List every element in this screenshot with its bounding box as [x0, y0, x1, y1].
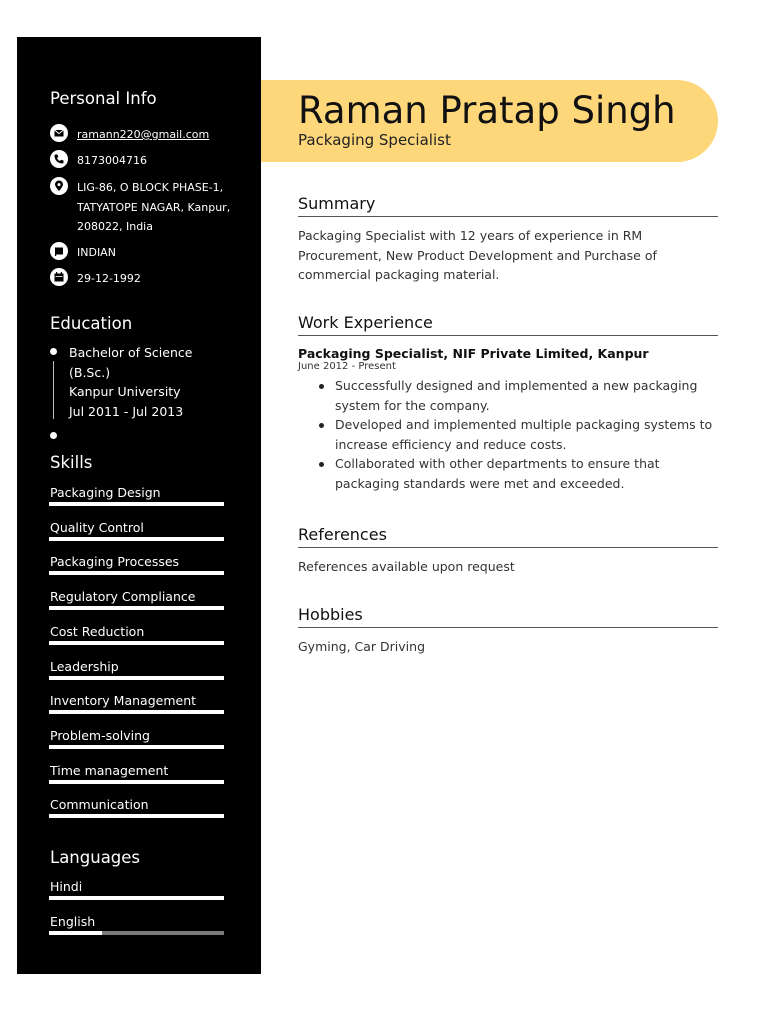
- skill-level-bar: [49, 502, 224, 506]
- summary-heading: Summary: [298, 194, 718, 217]
- location-icon: [50, 177, 68, 195]
- timeline-dot: [50, 348, 57, 355]
- edu-dates: Jul 2011 - Jul 2013: [69, 403, 184, 419]
- skill-level-bar: [49, 676, 224, 680]
- skill-item: [49, 763, 224, 785]
- job-bullets: [298, 376, 718, 493]
- references-section: [298, 525, 718, 577]
- timeline-line: [53, 361, 54, 419]
- personal-info-heading: Personal Info: [50, 89, 157, 108]
- skill-item: [49, 485, 224, 507]
- email-row: [50, 124, 250, 144]
- skill-label: Inventory Management: [50, 693, 197, 709]
- skill-level-bar: [49, 537, 224, 541]
- job-bullet: Successfully designed and implemented a new packaging system for the company.: [335, 376, 718, 415]
- hobbies-heading: Hobbies: [298, 605, 718, 628]
- phone-text: 8173004716: [77, 154, 147, 167]
- job-dates: June 2012 - Present: [298, 361, 396, 372]
- skill-level-bar: [49, 780, 224, 784]
- languages-heading: Languages: [50, 848, 141, 867]
- school: Kanpur University: [69, 384, 181, 399]
- sidebar: [17, 37, 261, 974]
- nationality-text: INDIAN: [77, 246, 116, 259]
- phone-row: [50, 150, 250, 170]
- language-level-bar: [49, 931, 224, 935]
- job-bullet: Collaborated with other departments to ensure that packaging standards were met and exceeded.: [335, 454, 718, 493]
- flag-icon: [50, 242, 68, 260]
- phone-icon: [50, 150, 68, 168]
- skill-level-bar: [49, 571, 224, 575]
- skill-item: [49, 728, 224, 750]
- skill-level-bar: [49, 606, 224, 610]
- skill-label: Packaging Processes: [50, 554, 180, 570]
- skill-label: Time management: [50, 762, 169, 778]
- skill-label: Problem-solving: [50, 727, 150, 743]
- work-experience-section: [298, 313, 718, 493]
- dob-row: [50, 268, 250, 288]
- skill-label: Leadership: [50, 658, 119, 674]
- skill-item: [49, 693, 224, 715]
- language-level-bar: [49, 896, 224, 900]
- language-label: Hindi: [50, 879, 83, 894]
- skill-level-bar: [49, 710, 224, 714]
- references-text: References available upon request: [298, 559, 515, 574]
- skill-label: Packaging Design: [50, 485, 161, 500]
- language-item: [49, 914, 224, 936]
- work-experience-heading: Work Experience: [298, 313, 718, 336]
- skill-level-bar: [49, 814, 224, 818]
- skill-level-bar: [49, 745, 224, 749]
- email-link[interactable]: ramann220@gmail.com: [77, 128, 210, 141]
- skill-level-bar: [49, 641, 224, 645]
- language-item: [49, 879, 224, 901]
- skill-level-fill: [49, 710, 224, 714]
- skill-level-fill: [49, 814, 224, 818]
- skill-level-fill: [49, 606, 224, 610]
- language-level-fill: [49, 931, 102, 935]
- summary-section: [298, 194, 718, 285]
- skill-level-fill: [49, 676, 224, 680]
- skill-label: Regulatory Compliance: [50, 589, 196, 605]
- references-heading: References: [298, 525, 718, 548]
- skill-level-fill: [49, 502, 224, 506]
- skill-item: [49, 659, 224, 681]
- nationality-row: [50, 242, 250, 262]
- address-row: [50, 177, 250, 237]
- job-bullet: Developed and implemented multiple packaging systems to increase efficiency and reduce costs.: [335, 415, 718, 454]
- language-label: English: [50, 914, 96, 929]
- skills-heading: Skills: [50, 453, 93, 472]
- skill-item: [49, 797, 224, 819]
- header-band: [261, 80, 718, 162]
- hobbies-section: [298, 605, 718, 657]
- dob-text: 29-12-1992: [77, 272, 141, 285]
- education-entry: [50, 343, 250, 423]
- email-icon: [50, 124, 68, 142]
- job-title: Packaging Specialist, NIF Private Limited, Kanpur: [298, 346, 649, 361]
- skill-label: Cost Reduction: [50, 623, 145, 639]
- timeline-dot: [50, 432, 57, 439]
- candidate-name: Raman Pratap Singh: [298, 89, 676, 132]
- language-level-fill: [49, 896, 224, 900]
- skill-label: Communication: [50, 797, 149, 813]
- skill-level-fill: [49, 641, 224, 645]
- skill-label: Quality Control: [50, 519, 144, 535]
- skill-item: [49, 589, 224, 611]
- job-role: Packaging Specialist: [298, 131, 451, 149]
- summary-text: Packaging Specialist with 12 years of experience in RM Procurement, New Product Development and Purchase of commercial packaging material.: [298, 228, 657, 282]
- skill-level-fill: [49, 745, 224, 749]
- skill-item: [49, 624, 224, 646]
- education-heading: Education: [50, 314, 133, 333]
- skill-item: [49, 520, 224, 542]
- skill-item: [49, 554, 224, 576]
- skill-level-fill: [49, 537, 224, 541]
- calendar-icon: [50, 268, 68, 286]
- address-text: LIG-86, O BLOCK PHASE-1, TATYATOPE NAGAR, Kanpur, 208022, India: [77, 181, 231, 233]
- degree: Bachelor of Science (B.Sc.): [69, 345, 193, 380]
- skill-level-fill: [49, 571, 224, 575]
- skill-level-fill: [49, 780, 224, 784]
- hobbies-text: Gyming, Car Driving: [298, 639, 426, 654]
